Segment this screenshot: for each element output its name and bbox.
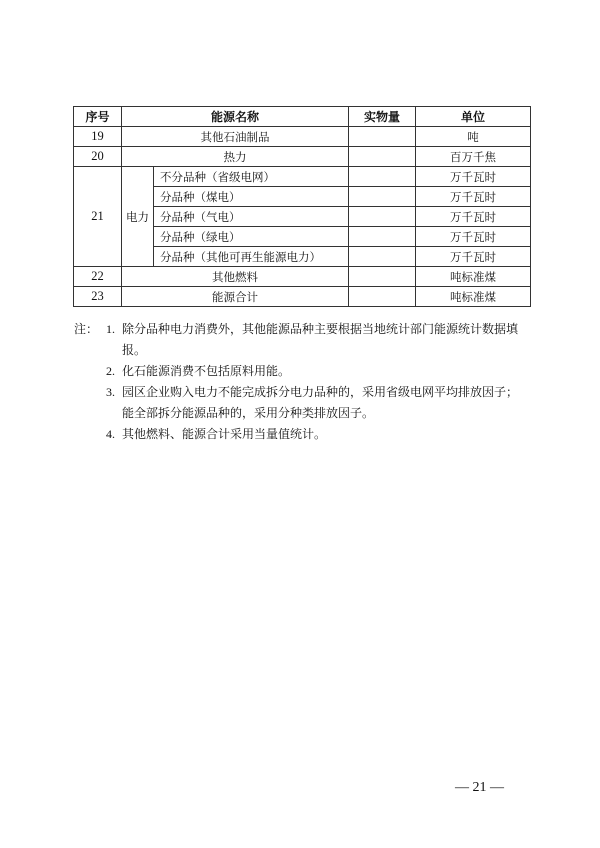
table-row: [74, 167, 531, 187]
row-quantity: [349, 247, 416, 267]
row-unit: 万千瓦时: [416, 167, 531, 187]
table-header-row: [74, 107, 531, 127]
row-unit: 万千瓦时: [416, 207, 531, 227]
row-energy-name: 其他石油制品: [122, 127, 349, 147]
row-energy-subname: 分品种（其他可再生能源电力）: [154, 247, 349, 267]
note-text: 除分品种电力消费外，其他能源品种主要根据当地统计部门能源统计数据填: [122, 322, 519, 336]
header-quantity: 实物量: [349, 107, 416, 127]
row-seq: 21: [74, 167, 122, 267]
table-row: [74, 287, 531, 307]
note-number: 2.: [106, 364, 115, 378]
note-text: 其他燃料、能源合计采用当量值统计。: [122, 427, 327, 441]
page-number: — 21 —: [455, 780, 504, 795]
row-quantity: [349, 207, 416, 227]
note-number: 3.: [106, 385, 115, 399]
row-energy-subname: 分品种（煤电）: [154, 187, 349, 207]
row-energy-subname: 不分品种（省级电网）: [154, 167, 349, 187]
row-energy-name: 其他燃料: [122, 267, 349, 287]
note-item: [74, 382, 534, 403]
note-number: 1.: [106, 322, 115, 336]
row-quantity: [349, 267, 416, 287]
note-text: 化石能源消费不包括原料用能。: [122, 364, 291, 378]
energy-table: [73, 106, 531, 307]
row-unit: 万千瓦时: [416, 187, 531, 207]
notes-lead: 注：: [74, 322, 99, 336]
row-unit: 吨: [416, 127, 531, 147]
note-item: [74, 361, 534, 382]
row-unit: 吨标准煤: [416, 287, 531, 307]
header-unit: 单位: [416, 107, 531, 127]
note-text: 报。: [122, 343, 147, 357]
row-energy-name: 热力: [122, 147, 349, 167]
row-unit: 百万千焦: [416, 147, 531, 167]
header-seq: 序号: [74, 107, 122, 127]
note-text: 能全部拆分能源品种的，采用分种类排放因子。: [122, 406, 375, 420]
row-seq: 20: [74, 147, 122, 167]
header-energy-name: 能源名称: [122, 107, 349, 127]
row-group-electricity: 电力: [122, 167, 154, 267]
row-unit: 吨标准煤: [416, 267, 531, 287]
row-quantity: [349, 147, 416, 167]
table-row: [74, 147, 531, 167]
table-row: [74, 267, 531, 287]
note-number: 4.: [106, 427, 115, 441]
note-item: [74, 319, 534, 340]
note-text: 园区企业购入电力不能完成拆分电力品种的，采用省级电网平均排放因子；: [122, 385, 519, 399]
note-continuation: [74, 340, 534, 361]
row-quantity: [349, 167, 416, 187]
row-seq: 19: [74, 127, 122, 147]
row-quantity: [349, 227, 416, 247]
row-quantity: [349, 127, 416, 147]
row-energy-name: 能源合计: [122, 287, 349, 307]
row-energy-subname: 分品种（绿电）: [154, 227, 349, 247]
row-seq: 22: [74, 267, 122, 287]
row-quantity: [349, 187, 416, 207]
note-continuation: [74, 403, 534, 424]
row-energy-subname: 分品种（气电）: [154, 207, 349, 227]
row-quantity: [349, 287, 416, 307]
row-seq: 23: [74, 287, 122, 307]
notes-section: [74, 319, 534, 445]
table-row: [74, 127, 531, 147]
row-unit: 万千瓦时: [416, 227, 531, 247]
note-item: [74, 424, 534, 445]
row-unit: 万千瓦时: [416, 247, 531, 267]
